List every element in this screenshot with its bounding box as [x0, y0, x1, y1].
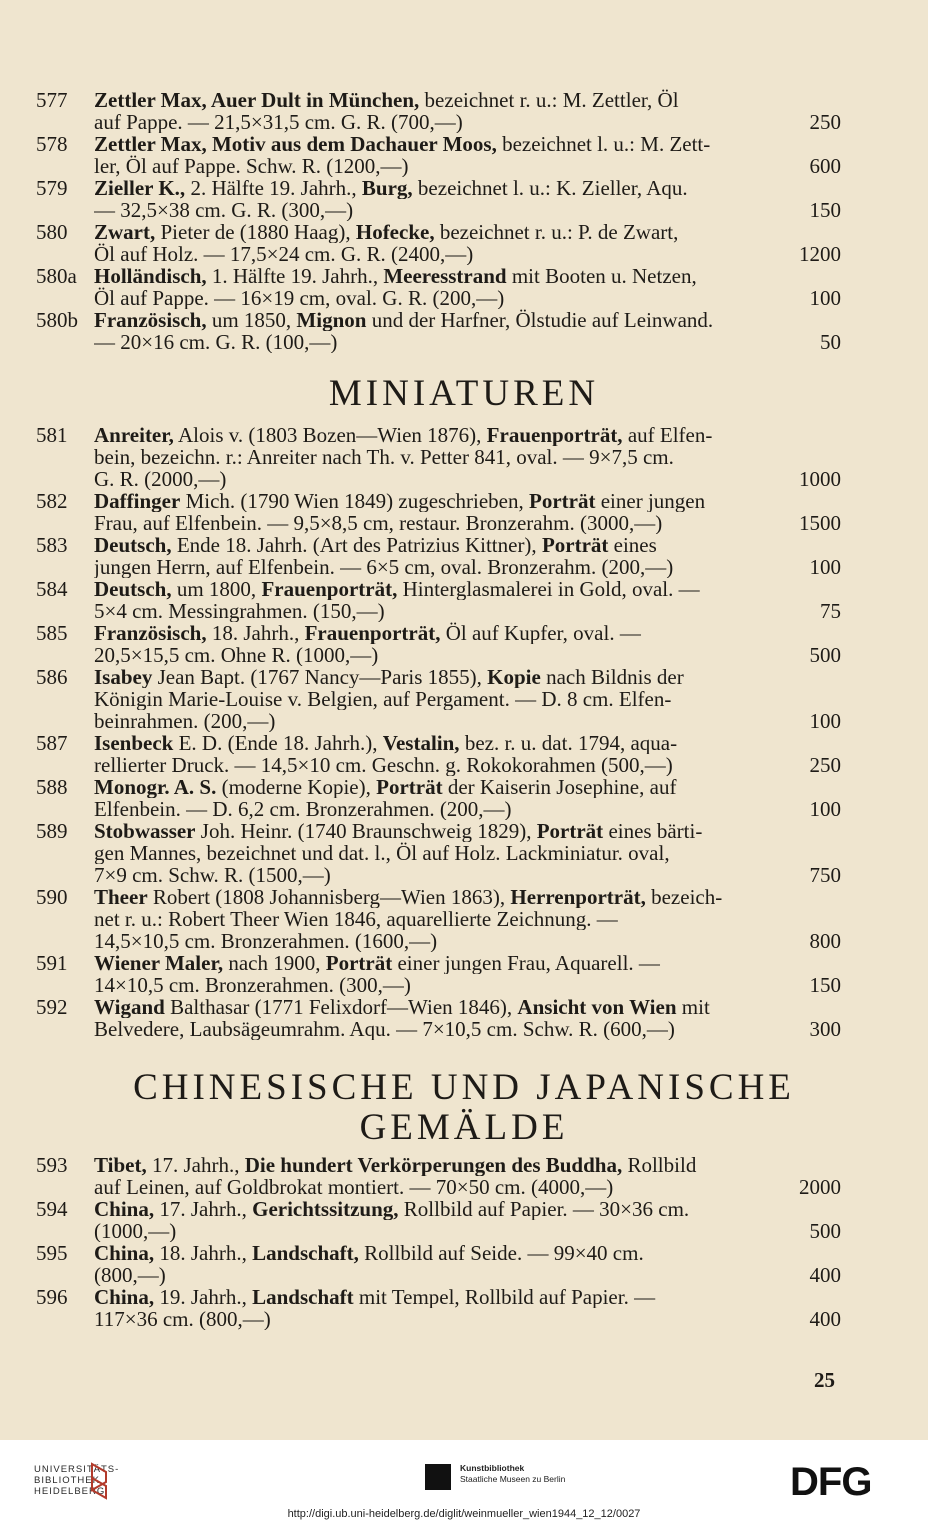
entry-text: 14×10,5 cm. Bronzerahmen. (300,—)	[94, 974, 411, 996]
entry-text: eines	[608, 534, 657, 556]
entry-line	[36, 930, 841, 952]
entry-price: 400	[809, 1307, 841, 1331]
ub-logo-icon	[88, 1462, 110, 1500]
entry-price: 150	[809, 198, 841, 222]
entry-title: Frauenporträt,	[486, 424, 623, 446]
entry-artist: Isabey	[94, 666, 153, 688]
entry-artist: Isenbeck	[94, 732, 174, 754]
kunstbibliothek-logo	[460, 1463, 565, 1485]
entry-587	[36, 732, 841, 776]
entry-line	[36, 974, 841, 996]
entry-text: 18. Jahrh.,	[154, 1242, 253, 1264]
entry-price: 150	[809, 973, 841, 997]
entry-artist: Wigand	[94, 996, 165, 1018]
entry-text: 17. Jahrh.,	[154, 1198, 253, 1220]
entry-price: 100	[809, 555, 841, 579]
entry-line	[36, 490, 841, 512]
entry-580a	[36, 265, 841, 309]
entry-line	[36, 512, 841, 534]
entry-title: Kopie	[487, 666, 541, 688]
entry-578	[36, 133, 841, 177]
entry-title: Burg,	[361, 177, 413, 199]
entry-title: Vestalin,	[382, 732, 460, 754]
entry-line	[36, 688, 841, 710]
entry-text: Hinterglasmalerei in Gold, oval. —	[397, 578, 700, 600]
lot-number: 592	[36, 995, 68, 1019]
lot-number: 596	[36, 1285, 68, 1309]
entry-title: Herrenporträt,	[510, 886, 646, 908]
entry-579	[36, 177, 841, 221]
entry-text: der Kaiserin Josephine, auf	[442, 776, 677, 798]
entry-artist: Theer	[94, 886, 148, 908]
lot-number: 580	[36, 220, 68, 244]
entry-text: nach Bildnis der	[540, 666, 684, 688]
entry-text: — 32,5×38 cm. G. R. (300,—)	[94, 199, 354, 221]
entry-price: 750	[809, 863, 841, 887]
entry-title: Die hundert Verkörperungen des Buddha,	[244, 1154, 623, 1176]
entry-text-line	[94, 776, 841, 798]
entry-text: bezeichnet r. u.: P. de Zwart,	[434, 221, 679, 243]
lot-number: 593	[36, 1153, 68, 1177]
entry-line	[36, 1154, 841, 1176]
entry-text: bezeichnet l. u.: M. Zett-	[496, 133, 711, 155]
entry-text: Pieter de (1880 Haag),	[155, 221, 356, 243]
lot-number: 577	[36, 88, 68, 112]
entry-text: bezeichnet r. u.: M. Zettler, Öl	[419, 89, 679, 111]
entry-text: einer jungen	[595, 490, 706, 512]
entry-text: 17. Jahrh.,	[146, 1154, 245, 1176]
entry-artist: Französisch,	[94, 622, 207, 644]
lot-number: 578	[36, 132, 68, 156]
entry-text: und der Harfner, Ölstudie auf Leinwand.	[366, 309, 714, 331]
entry-line	[36, 864, 841, 886]
entry-text: Alois v. (1803 Bozen—Wien 1876),	[173, 424, 487, 446]
entry-text-line	[94, 886, 841, 908]
entry-text: bezeichnet l. u.: K. Zieller, Aqu.	[412, 177, 688, 199]
entry-title: Porträt	[529, 490, 596, 512]
entry-price: 300	[809, 1017, 841, 1041]
entry-price: 250	[809, 753, 841, 777]
entry-text: rellierter Druck. — 14,5×10 cm. Geschn. g. Rokokorahmen (500,—)	[94, 754, 673, 776]
entry-text: 14,5×10,5 cm. Bronzerahmen. (1600,—)	[94, 930, 438, 952]
entry-artist: Wiener Maler,	[94, 952, 224, 974]
entry-text: Balthasar (1771 Felixdorf—Wien 1846),	[164, 996, 518, 1018]
entry-line	[36, 446, 841, 468]
entry-price: 2000	[799, 1175, 841, 1199]
section-heading-gemaelde: GEMÄLDE	[359, 1107, 569, 1148]
entry-text: bez. r. u. dat. 1794, aqua-	[459, 732, 678, 754]
entry-line	[36, 1198, 841, 1220]
entry-price: 500	[809, 1219, 841, 1243]
entry-line	[36, 666, 841, 688]
entry-596	[36, 1286, 841, 1330]
entry-title: Hofecke,	[355, 221, 435, 243]
lot-number: 591	[36, 951, 68, 975]
entry-title: Landschaft	[252, 1286, 354, 1308]
lot-number: 590	[36, 885, 68, 909]
page-number: 25	[814, 1368, 835, 1392]
entry-589	[36, 820, 841, 886]
entry-artist: China,	[94, 1242, 155, 1264]
entry-price: 600	[809, 154, 841, 178]
entry-text: Rollbild auf Papier. — 30×36 cm.	[398, 1198, 690, 1220]
entry-price: 1500	[799, 511, 841, 535]
lot-number: 583	[36, 533, 68, 557]
entry-text-line	[94, 1286, 841, 1308]
entry-text-line	[94, 578, 841, 600]
entry-artist: Zwart,	[94, 221, 156, 243]
entry-text: 1. Hälfte 19. Jahrh.,	[206, 265, 384, 287]
entry-text-line	[94, 424, 841, 446]
entry-line	[36, 798, 841, 820]
entry-text: Elfenbein. — D. 6,2 cm. Bronzerahmen. (200,—)	[94, 798, 512, 820]
entry-text: um 1850,	[206, 309, 297, 331]
entry-line	[36, 1308, 841, 1330]
entry-585	[36, 622, 841, 666]
section-heading-chinesische: CHINESISCHE UND JAPANISCHE	[133, 1067, 795, 1108]
entry-line	[36, 908, 841, 930]
entry-line	[36, 1286, 841, 1308]
entry-582	[36, 490, 841, 534]
entry-text: jungen Herrn, auf Elfenbein. — 6×5 cm, oval. Bronzerahm. (200,—)	[94, 556, 674, 578]
entry-title: Porträt	[541, 534, 609, 556]
entry-line	[36, 1176, 841, 1198]
entry-line	[36, 622, 841, 644]
entry-text: Belvedere, Laubsägeumrahm. Aqu. — 7×10,5 cm. Schw. R. (600,—)	[94, 1018, 675, 1040]
entry-text-line	[94, 1198, 841, 1220]
entry-line	[36, 732, 841, 754]
entry-text: Robert (1808 Johannisberg—Wien 1863),	[147, 886, 511, 908]
entry-title: Frauenporträt,	[304, 622, 441, 644]
entry-text-line	[94, 666, 841, 688]
entry-text: um 1800,	[171, 578, 262, 600]
entry-price: 500	[809, 643, 841, 667]
entry-591	[36, 952, 841, 996]
footer-bar	[0, 1440, 928, 1523]
entry-artist: Anreiter,	[94, 424, 174, 446]
entry-artist: Deutsch,	[94, 578, 172, 600]
entry-title: Mignon	[296, 309, 367, 331]
entry-text: 2. Hälfte 19. Jahrh.,	[185, 177, 362, 199]
entry-artist: Daffinger	[94, 490, 181, 512]
entry-text: auf Elfen-	[622, 424, 713, 446]
entry-line	[36, 754, 841, 776]
lot-number: 594	[36, 1197, 68, 1221]
lot-number: 579	[36, 176, 68, 200]
entry-text-line	[94, 732, 841, 754]
entry-title: Frauenporträt,	[261, 578, 398, 600]
entry-text: net r. u.: Robert Theer Wien 1846, aquarellierte Zeichnung. —	[94, 908, 618, 930]
entry-artist: Holländisch,	[94, 265, 207, 287]
entry-line	[36, 886, 841, 908]
entry-text: eines bärti-	[603, 820, 703, 842]
entry-line	[36, 842, 841, 864]
dfg-logo: DFG	[790, 1460, 872, 1504]
entry-text-line	[94, 820, 841, 842]
entry-title: Zettler Max, Auer Dult in München,	[94, 89, 420, 111]
source-url[interactable]: http://digi.ub.uni-heidelberg.de/diglit/weinmueller_wien1944_12_12/0027	[287, 1508, 641, 1520]
entry-line	[36, 776, 841, 798]
entry-artist: China,	[94, 1198, 155, 1220]
entry-price: 75	[820, 599, 841, 623]
entry-text-line	[94, 1154, 841, 1176]
entry-text-line	[94, 996, 841, 1018]
entry-title: Meeresstrand	[383, 265, 507, 287]
entry-line	[36, 644, 841, 666]
entry-text: nach 1900,	[223, 952, 326, 974]
entry-line	[36, 556, 841, 578]
entry-text: mit Booten u. Netzen,	[506, 265, 697, 287]
entry-line	[36, 578, 841, 600]
lot-number: 584	[36, 577, 68, 601]
entry-text: Jean Bapt. (1767 Nancy—Paris 1855),	[152, 666, 488, 688]
entry-text: Rollbild	[622, 1154, 697, 1176]
entry-text: 18. Jahrh.,	[206, 622, 305, 644]
entry-price: 100	[809, 286, 841, 310]
entry-title: Porträt	[376, 776, 443, 798]
entry-price: 400	[809, 1263, 841, 1287]
kunstbibliothek-logo-icon	[425, 1464, 451, 1490]
entry-text: ler, Öl auf Pappe. Schw. R. (1200,—)	[94, 155, 409, 177]
entry-text-line	[94, 490, 841, 512]
entry-line	[36, 1264, 841, 1286]
entry-text: (1000,—)	[94, 1220, 177, 1242]
ub-logo-line: BIBLIOTHEK	[34, 1475, 100, 1486]
entry-price: 800	[809, 929, 841, 953]
entry-text: bezeich-	[645, 886, 723, 908]
lot-number: 581	[36, 423, 68, 447]
entry-text-line	[94, 534, 841, 556]
entry-584	[36, 578, 841, 622]
entry-artist: Zieller K.,	[94, 177, 186, 199]
entry-line	[36, 710, 841, 732]
entry-line	[36, 534, 841, 556]
entry-title: Porträt	[325, 952, 393, 974]
ub-logo-line: UNIVERSITÄTS-	[34, 1464, 120, 1475]
entry-text: 5×4 cm. Messingrahmen. (150,—)	[94, 600, 385, 622]
lot-number: 595	[36, 1241, 68, 1265]
entry-price: 100	[809, 797, 841, 821]
entry-text-line	[94, 952, 841, 974]
lot-number: 580a	[36, 264, 77, 288]
entry-line	[36, 1242, 841, 1264]
entry-text: E. D. (Ende 18. Jahrh.),	[173, 732, 383, 754]
entry-text: Rollbild auf Seide. — 99×40 cm.	[358, 1242, 644, 1264]
entry-text: mit	[676, 996, 710, 1018]
entry-artist: Deutsch,	[94, 534, 172, 556]
entry-text: 7×9 cm. Schw. R. (1500,—)	[94, 864, 331, 886]
entry-price: 50	[820, 330, 841, 354]
lot-number: 582	[36, 489, 68, 513]
ub-logo-line: HEIDELBERG	[34, 1486, 106, 1497]
entry-line	[36, 600, 841, 622]
entry-text: 117×36 cm. (800,—)	[94, 1308, 271, 1330]
entry-artist: Tibet,	[94, 1154, 147, 1176]
entry-line	[36, 952, 841, 974]
entry-text: Frau, auf Elfenbein. — 9,5×8,5 cm, restaur. Bronzerahm. (3000,—)	[94, 512, 663, 534]
entry-text: Öl auf Kupfer, oval. —	[440, 622, 641, 644]
entry-line	[36, 468, 841, 490]
entry-text-line	[94, 622, 841, 644]
entry-text: Öl auf Pappe. — 16×19 cm, oval. G. R. (200,—)	[94, 287, 505, 309]
entry-text: Ende 18. Jahrh. (Art des Patrizius Kittner),	[171, 534, 542, 556]
entry-line	[36, 424, 841, 446]
entry-580	[36, 221, 841, 265]
entry-line	[36, 996, 841, 1018]
entry-line	[36, 1018, 841, 1040]
entry-581	[36, 424, 841, 490]
lot-number: 580b	[36, 308, 78, 332]
entry-text: mit Tempel, Rollbild auf Papier. —	[353, 1286, 656, 1308]
entry-text: gen Mannes, bezeichnet und dat. l., Öl auf Holz. Lackminiatur. oval,	[94, 842, 670, 864]
entry-price: 1200	[799, 242, 841, 266]
entry-artist: Monogr. A. S.	[94, 776, 217, 798]
lot-number: 587	[36, 731, 68, 755]
entry-586	[36, 666, 841, 732]
entry-577	[36, 89, 841, 133]
entry-text: 20,5×15,5 cm. Ohne R. (1000,—)	[94, 644, 379, 666]
entry-title: Zettler Max, Motiv aus dem Dachauer Moos,	[94, 133, 497, 155]
entry-580b	[36, 309, 841, 353]
entry-590	[36, 886, 841, 952]
entry-line	[36, 820, 841, 842]
lot-number: 585	[36, 621, 68, 645]
entry-artist: China,	[94, 1286, 155, 1308]
entry-text: auf Leinen, auf Goldbrokat montiert. — 70×50 cm. (4000,—)	[94, 1176, 614, 1198]
entry-588	[36, 776, 841, 820]
entry-artist: Stobwasser	[94, 820, 196, 842]
entry-title: Ansicht von Wien	[517, 996, 677, 1018]
entry-text: G. R. (2000,—)	[94, 468, 227, 490]
entry-price: 250	[809, 110, 841, 134]
entry-artist: Französisch,	[94, 309, 207, 331]
entry-line	[36, 1220, 841, 1242]
entry-text: Joh. Heinr. (1740 Braunschweig 1829),	[195, 820, 537, 842]
entry-title: Landschaft,	[252, 1242, 359, 1264]
lot-number: 586	[36, 665, 68, 689]
entry-text: Mich. (1790 Wien 1849) zugeschrieben,	[180, 490, 529, 512]
kb-logo-line: Kunstbibliothek	[460, 1463, 525, 1473]
section-heading-miniaturen: MINIATUREN	[328, 373, 600, 414]
entry-text: bein, bezeichn. r.: Anreiter nach Th. v. Petter 841, oval. — 9×7,5 cm.	[94, 446, 674, 468]
lot-number: 588	[36, 775, 68, 799]
entry-price: 1000	[799, 467, 841, 491]
entry-text: — 20×16 cm. G. R. (100,—)	[94, 331, 338, 353]
entry-text: beinrahmen. (200,—)	[94, 710, 276, 732]
entry-text: Öl auf Holz. — 17,5×24 cm. G. R. (2400,—)	[94, 243, 474, 265]
entry-title: Gerichtssitzung,	[252, 1198, 399, 1220]
entry-text: auf Pappe. — 21,5×31,5 cm. G. R. (700,—)	[94, 111, 463, 133]
kb-logo-line: Staatliche Museen zu Berlin	[460, 1474, 566, 1484]
entry-text: (moderne Kopie),	[216, 776, 377, 798]
entry-592	[36, 996, 841, 1040]
entry-text: Königin Marie-Louise v. Belgien, auf Pergament. — D. 8 cm. Elfen-	[94, 688, 672, 710]
entry-583	[36, 534, 841, 578]
entry-text: einer jungen Frau, Aquarell. —	[392, 952, 660, 974]
entry-text-line	[94, 1242, 841, 1264]
entry-title: Porträt	[536, 820, 604, 842]
entry-594	[36, 1198, 841, 1242]
entry-595	[36, 1242, 841, 1286]
entry-text: 19. Jahrh.,	[154, 1286, 253, 1308]
lot-number: 589	[36, 819, 68, 843]
entry-text: (800,—)	[94, 1264, 166, 1286]
entry-593	[36, 1154, 841, 1198]
entry-price: 100	[809, 709, 841, 733]
